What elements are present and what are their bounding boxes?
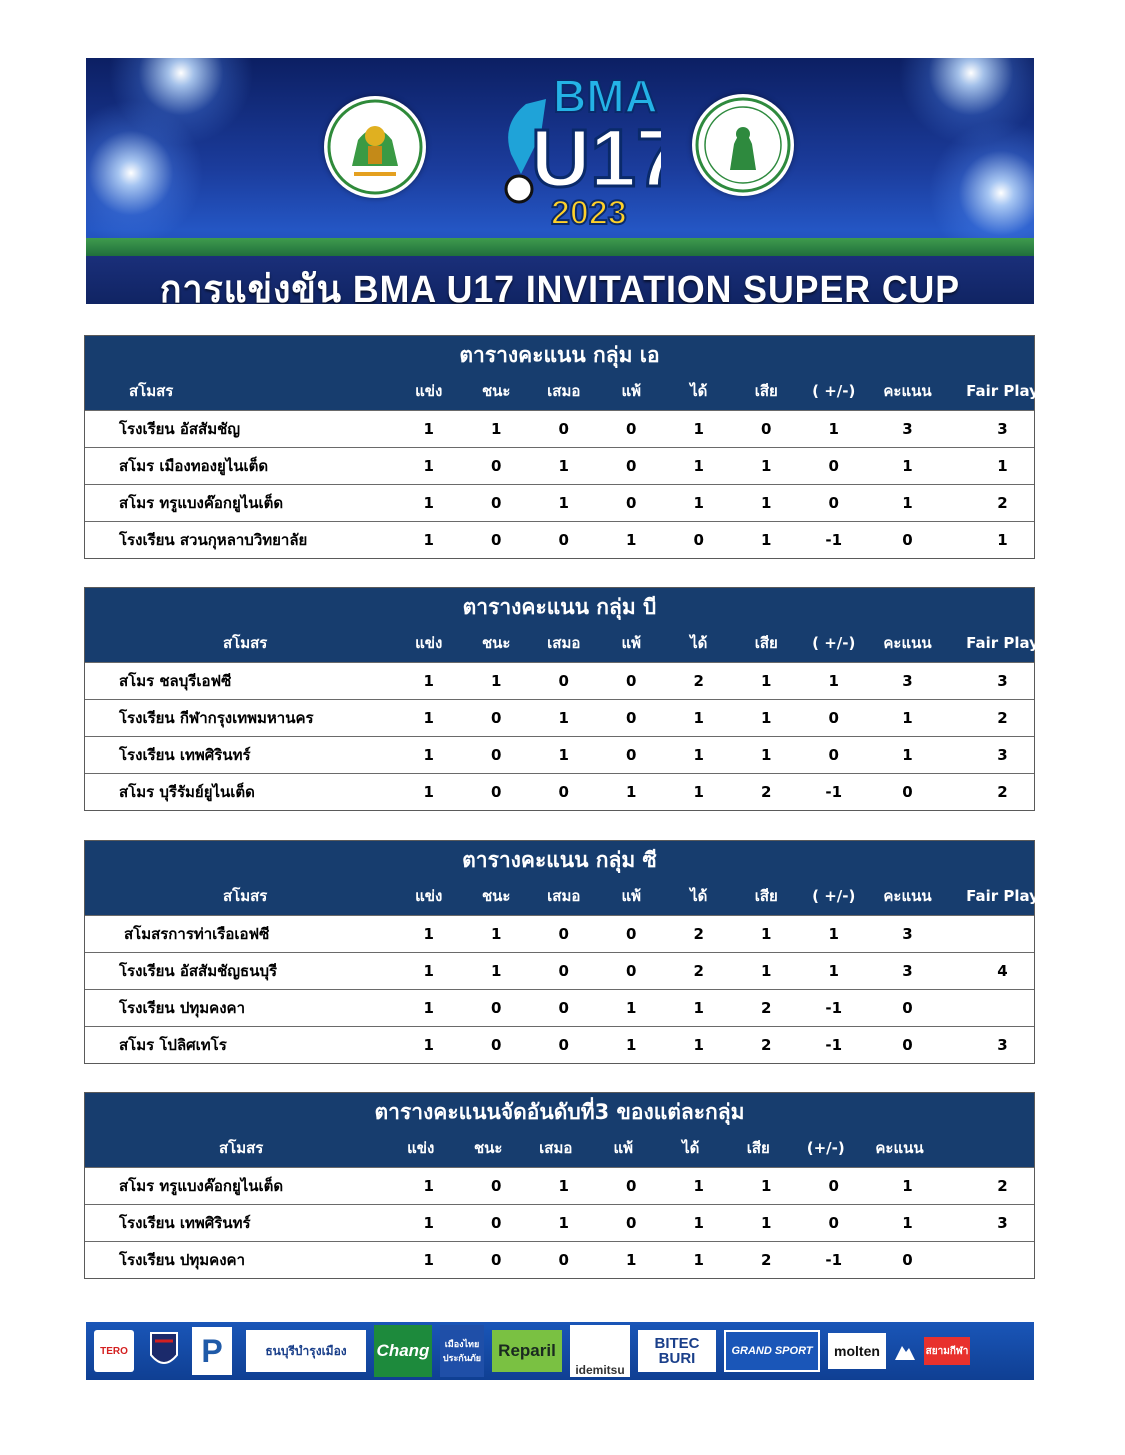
cell-lost: 0	[626, 925, 637, 943]
group-b-table	[84, 587, 1039, 811]
team-name: โรงเรียน ปทุมคงคา	[119, 1251, 245, 1269]
cell-points: 3	[902, 925, 913, 943]
sponsor-logo: idemitsu	[570, 1325, 630, 1377]
svg-text:BMA: BMA	[553, 70, 658, 122]
mountain-logo-icon	[894, 1330, 916, 1372]
cell-played: 1	[423, 925, 434, 943]
cell-lost: 0	[626, 1214, 637, 1232]
cell-points: 1	[902, 746, 913, 764]
col-points: คะแนน	[883, 382, 932, 400]
club-crest-icon	[144, 1330, 184, 1372]
cell-drawn: 0	[558, 925, 569, 943]
cell-goal-diff: -1	[825, 783, 843, 801]
col-points: คะแนน	[883, 887, 932, 905]
table-row	[85, 1204, 1034, 1241]
cell-goal-diff: -1	[825, 999, 843, 1017]
table-row	[85, 484, 1034, 521]
col-goal-diff: (+/-)	[806, 1139, 845, 1157]
table-row	[85, 1241, 1034, 1278]
cell-won: 0	[491, 783, 502, 801]
col-goals-against: เสีย	[754, 887, 778, 905]
cell-goals-for: 1	[693, 1036, 704, 1054]
team-name: โรงเรียน กีฬากรุงเทพมหานคร	[119, 709, 314, 727]
cell-drawn: 0	[558, 1251, 569, 1269]
cell-won: 0	[491, 1214, 502, 1232]
cell-goals-for: 2	[693, 925, 704, 943]
team-name: สโมสรการท่าเรือเอฟซี	[124, 925, 270, 943]
cell-played: 1	[423, 457, 434, 475]
bangkok-seal-icon	[692, 94, 794, 196]
cell-lost: 0	[626, 494, 637, 512]
table-row	[85, 989, 1034, 1026]
cell-goals-for: 1	[693, 1177, 704, 1195]
cell-lost: 1	[626, 531, 637, 549]
cell-drawn: 1	[558, 1177, 569, 1195]
group-c-table	[84, 840, 1039, 1064]
cell-won: 0	[491, 457, 502, 475]
col-points: คะแนน	[875, 1139, 924, 1157]
cell-won: 0	[491, 494, 502, 512]
col-goal-diff: ( +/-)	[812, 382, 856, 400]
cell-lost: 0	[626, 457, 637, 475]
cell-lost: 1	[626, 783, 637, 801]
cell-points: 0	[902, 999, 913, 1017]
cell-goals-for: 1	[693, 494, 704, 512]
col-lost: แพ้	[621, 382, 642, 400]
col-club: สโมสร	[223, 634, 268, 652]
cell-fair-play: 1	[997, 531, 1008, 549]
cell-won: 0	[491, 746, 502, 764]
col-won: ชนะ	[482, 887, 511, 905]
cell-won: 1	[491, 962, 502, 980]
cell-points: 0	[902, 1036, 913, 1054]
cell-goals-for: 1	[693, 1214, 704, 1232]
cell-drawn: 1	[558, 746, 569, 764]
cell-goals-against: 1	[761, 672, 772, 690]
team-name: สโมร บุรีรัมย์ยูไนเต็ด	[119, 783, 255, 801]
table-row	[85, 1167, 1034, 1204]
cell-goal-diff: 1	[828, 925, 839, 943]
team-name: สโมร ทรูแบงค๊อกยูไนเต็ด	[119, 494, 284, 512]
cell-drawn: 0	[558, 783, 569, 801]
col-fair-play: Fair Play	[966, 887, 1039, 905]
cell-fair-play: 2	[997, 1177, 1008, 1195]
cell-played: 1	[423, 999, 434, 1017]
cell-played: 1	[423, 746, 434, 764]
sponsor-logo: ธนบุรีบำรุงเมือง	[246, 1330, 366, 1372]
cell-played: 1	[423, 1214, 434, 1232]
col-drawn: เสมอ	[547, 634, 581, 652]
cell-goals-against: 1	[761, 746, 772, 764]
sponsor-logo: BITEC BURI	[638, 1330, 716, 1372]
cell-points: 3	[902, 420, 913, 438]
cell-played: 1	[423, 962, 434, 980]
table-row	[85, 952, 1034, 989]
cell-played: 1	[423, 709, 434, 727]
cell-goals-against: 1	[761, 1214, 772, 1232]
col-won: ชนะ	[482, 382, 511, 400]
cell-points: 0	[902, 531, 913, 549]
col-lost: แพ้	[621, 634, 642, 652]
cell-fair-play: 2	[997, 709, 1008, 727]
cell-goal-diff: 1	[828, 420, 839, 438]
col-goals-against: เสีย	[754, 634, 778, 652]
group-a-table	[84, 335, 1039, 559]
col-goals-for: ได้	[690, 382, 708, 400]
team-name: สโมร ทรูแบงค๊อกยูไนเต็ด	[119, 1177, 284, 1195]
table-header	[85, 841, 1039, 915]
cell-goals-for: 2	[693, 672, 704, 690]
cell-goals-for: 1	[693, 783, 704, 801]
col-goals-for: ได้	[682, 1139, 700, 1157]
cell-drawn: 0	[558, 962, 569, 980]
col-played: แข่ง	[415, 634, 443, 652]
group-title: ตารางคะแนนจัดอันดับที่3 ของแต่ละกลุ่ม	[374, 1100, 745, 1124]
cell-lost: 1	[626, 1036, 637, 1054]
table-row	[85, 447, 1034, 484]
cell-played: 1	[423, 494, 434, 512]
cell-drawn: 0	[558, 1036, 569, 1054]
cell-fair-play: 3	[997, 420, 1008, 438]
sponsor-logo: molten	[828, 1333, 886, 1369]
cell-drawn: 0	[558, 531, 569, 549]
col-goals-against: เสีย	[754, 382, 778, 400]
col-played: แข่ง	[415, 887, 443, 905]
sponsor-logo: P	[192, 1327, 232, 1375]
cell-goals-against: 1	[761, 494, 772, 512]
cell-goals-against: 1	[761, 925, 772, 943]
group-title: ตารางคะแนน กลุ่ม เอ	[459, 343, 660, 367]
cell-drawn: 0	[558, 420, 569, 438]
svg-text:U17: U17	[531, 113, 661, 204]
col-club: สโมสร	[219, 1139, 264, 1157]
team-name: สโมร เมืองทองยูไนเต็ด	[119, 457, 269, 475]
cell-lost: 1	[626, 1251, 637, 1269]
table-header	[85, 1093, 1034, 1167]
cell-drawn: 1	[558, 709, 569, 727]
banner-title: การแข่งขัน BMA U17 INVITATION SUPER CUP	[159, 269, 961, 304]
team-name: โรงเรียน ปทุมคงคา	[119, 999, 245, 1017]
cell-goal-diff: 1	[828, 672, 839, 690]
third-place-table	[84, 1092, 1035, 1279]
svg-text:2023: 2023	[551, 194, 627, 232]
cell-fair-play: 3	[997, 746, 1008, 764]
table-row	[85, 699, 1034, 736]
col-played: แข่ง	[415, 382, 443, 400]
cell-played: 1	[423, 531, 434, 549]
cell-goals-against: 1	[761, 531, 772, 549]
cell-won: 0	[491, 999, 502, 1017]
pitch-stripe	[86, 238, 1034, 258]
cell-goal-diff: 0	[828, 709, 839, 727]
cell-goal-diff: 0	[828, 457, 839, 475]
cell-lost: 0	[626, 672, 637, 690]
cell-lost: 0	[626, 746, 637, 764]
cell-lost: 0	[626, 962, 637, 980]
col-club: สโมสร	[129, 382, 174, 400]
table-row	[85, 662, 1034, 699]
cell-played: 1	[423, 672, 434, 690]
cell-played: 1	[423, 420, 434, 438]
cell-points: 3	[902, 962, 913, 980]
cell-points: 1	[902, 1177, 913, 1195]
cell-won: 1	[491, 672, 502, 690]
cell-fair-play: 3	[997, 1214, 1008, 1232]
sponsor-logo: GRAND SPORT	[724, 1330, 820, 1372]
sponsor-logo: เมืองไทยประกันภัย	[440, 1325, 484, 1377]
cell-goals-against: 0	[761, 420, 772, 438]
table-row	[85, 410, 1034, 447]
table-row	[85, 736, 1034, 773]
table-row	[85, 1026, 1034, 1063]
col-played: แข่ง	[407, 1139, 435, 1157]
cell-won: 0	[491, 531, 502, 549]
col-lost: แพ้	[613, 1139, 634, 1157]
bma-u17-logo	[471, 64, 661, 234]
team-name: โรงเรียน เทพศิรินทร์	[119, 1214, 251, 1232]
sponsor-logo: Reparil	[492, 1330, 562, 1372]
cell-played: 1	[423, 1251, 434, 1269]
col-goals-against: เสีย	[746, 1139, 770, 1157]
cell-goal-diff: -1	[825, 1036, 843, 1054]
col-club: สโมสร	[223, 887, 268, 905]
col-drawn: เสมอ	[547, 887, 581, 905]
cell-drawn: 0	[558, 999, 569, 1017]
group-title: ตารางคะแนน กลุ่ม บี	[462, 595, 657, 619]
cell-goal-diff: 0	[828, 494, 839, 512]
col-drawn: เสมอ	[539, 1139, 573, 1157]
cell-points: 0	[902, 1251, 913, 1269]
cell-goal-diff: -1	[825, 1251, 843, 1269]
col-won: ชนะ	[482, 634, 511, 652]
cell-points: 1	[902, 457, 913, 475]
team-name: โรงเรียน อัสสัมชัญ	[119, 420, 241, 438]
cell-drawn: 1	[558, 494, 569, 512]
cell-points: 1	[902, 709, 913, 727]
cell-won: 1	[491, 925, 502, 943]
cell-fair-play: 3	[997, 672, 1008, 690]
col-goal-diff: ( +/-)	[812, 887, 856, 905]
cell-won: 0	[491, 709, 502, 727]
table-row	[85, 773, 1034, 810]
cell-points: 1	[902, 1214, 913, 1232]
cell-won: 0	[491, 1036, 502, 1054]
cell-goals-against: 2	[761, 783, 772, 801]
team-name: สโมร โปลิศเทโร	[119, 1036, 227, 1054]
col-drawn: เสมอ	[547, 382, 581, 400]
cell-goals-for: 1	[693, 746, 704, 764]
cell-played: 1	[423, 1036, 434, 1054]
cell-won: 0	[491, 1177, 502, 1195]
cell-won: 0	[491, 1251, 502, 1269]
cell-drawn: 1	[558, 1214, 569, 1232]
sponsor-logo: Chang	[374, 1325, 432, 1377]
cell-goal-diff: -1	[825, 531, 843, 549]
table-header	[85, 588, 1039, 662]
cell-goal-diff: 0	[828, 1177, 839, 1195]
cell-goals-against: 1	[761, 457, 772, 475]
col-won: ชนะ	[474, 1139, 503, 1157]
cell-lost: 0	[626, 420, 637, 438]
group-title: ตารางคะแนน กลุ่ม ซี	[462, 848, 657, 872]
cell-fair-play: 2	[997, 494, 1008, 512]
cell-played: 1	[423, 1177, 434, 1195]
cell-goals-for: 1	[693, 709, 704, 727]
cell-goals-for: 1	[693, 420, 704, 438]
cell-points: 3	[902, 672, 913, 690]
cell-lost: 0	[626, 1177, 637, 1195]
cell-points: 1	[902, 494, 913, 512]
team-name: โรงเรียน เทพศิรินทร์	[119, 746, 251, 764]
cell-goals-against: 2	[761, 1251, 772, 1269]
cell-goals-against: 1	[761, 962, 772, 980]
column-headers	[85, 1129, 1034, 1167]
cell-goal-diff: 0	[828, 746, 839, 764]
team-name: โรงเรียน สวนกุหลาบวิทยาลัย	[119, 531, 308, 549]
table-row	[85, 915, 1034, 952]
cell-fair-play: 1	[997, 457, 1008, 475]
header-banner	[86, 58, 1034, 304]
cell-goals-against: 2	[761, 999, 772, 1017]
col-goal-diff: ( +/-)	[812, 634, 856, 652]
sponsor-logo: TERO	[94, 1330, 134, 1372]
team-name: สโมร ชลบุรีเอฟซี	[119, 672, 232, 690]
cell-drawn: 1	[558, 457, 569, 475]
col-points: คะแนน	[883, 634, 932, 652]
col-lost: แพ้	[621, 887, 642, 905]
cell-goals-for: 0	[693, 531, 704, 549]
cell-goals-for: 1	[693, 457, 704, 475]
cell-points: 0	[902, 783, 913, 801]
column-headers	[85, 372, 1039, 410]
col-goals-for: ได้	[690, 887, 708, 905]
cell-goals-against: 1	[761, 1177, 772, 1195]
cell-fair-play: 2	[997, 783, 1008, 801]
team-name: โรงเรียน อัสสัมชัญธนบุรี	[119, 962, 278, 980]
cell-goals-for: 2	[693, 962, 704, 980]
cell-goals-for: 1	[693, 1251, 704, 1269]
column-headers	[85, 624, 1039, 662]
cell-played: 1	[423, 783, 434, 801]
cell-fair-play: 4	[997, 962, 1008, 980]
cell-goal-diff: 1	[828, 962, 839, 980]
cell-won: 1	[491, 420, 502, 438]
cell-goals-against: 1	[761, 709, 772, 727]
table-row	[85, 521, 1034, 558]
sports-department-emblem-icon	[324, 96, 426, 198]
cell-goals-against: 2	[761, 1036, 772, 1054]
cell-goals-for: 1	[693, 999, 704, 1017]
col-goals-for: ได้	[690, 634, 708, 652]
col-fair-play: Fair Play	[966, 634, 1039, 652]
col-fair-play: Fair Play	[966, 382, 1039, 400]
sponsor-bar	[86, 1322, 1034, 1380]
cell-lost: 1	[626, 999, 637, 1017]
cell-drawn: 0	[558, 672, 569, 690]
column-headers	[85, 877, 1039, 915]
cell-lost: 0	[626, 709, 637, 727]
sponsor-logo: สยามกีฬา	[924, 1337, 970, 1365]
cell-goal-diff: 0	[828, 1214, 839, 1232]
table-header	[85, 336, 1039, 410]
cell-fair-play: 3	[997, 1036, 1008, 1054]
